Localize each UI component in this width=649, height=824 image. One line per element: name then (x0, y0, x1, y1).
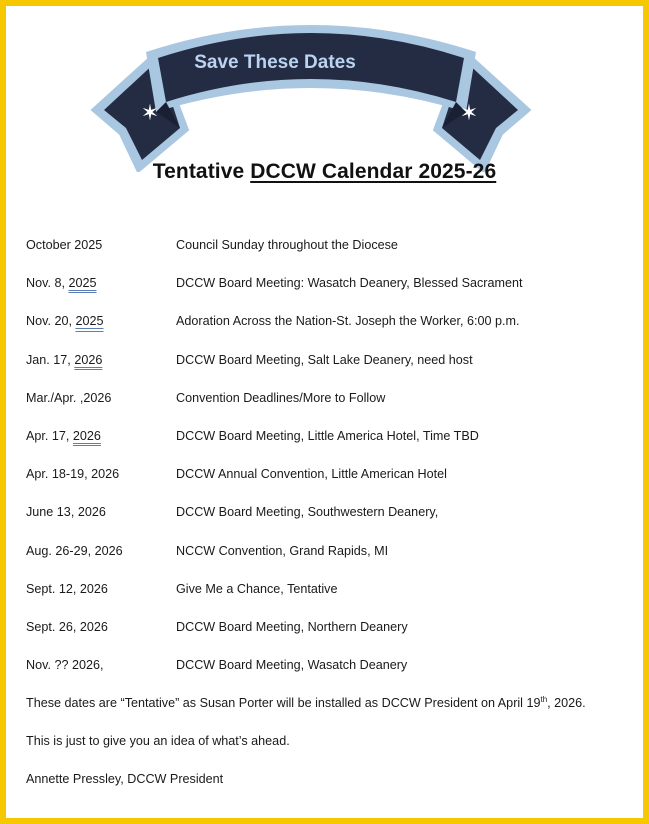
event-row (26, 619, 636, 657)
event-date: Apr. 18-19, 2026 (26, 467, 120, 482)
event-row (26, 581, 636, 619)
event-description: Give Me a Chance, Tentative (176, 581, 338, 596)
event-description: DCCW Board Meeting, Northern Deanery (176, 619, 408, 634)
event-date-year: 2026 (74, 352, 103, 367)
left-star-icon: ✶ (140, 101, 160, 126)
event-description: NCCW Convention, Grand Rapids, MI (176, 543, 389, 558)
event-date-year: 2025 (68, 276, 97, 291)
event-description: Convention Deadlines/More to Follow (176, 390, 386, 405)
event-date: Nov. ?? 2026, (26, 658, 104, 673)
event-description: DCCW Board Meeting, Little America Hotel, Time TBD (176, 428, 479, 443)
event-row (26, 428, 636, 466)
event-date: Sept. 12, 2026 (26, 581, 108, 596)
event-date-year: 2026 (72, 428, 101, 443)
event-row (26, 466, 636, 504)
event-row (26, 504, 636, 542)
title-lead: Tentative (152, 160, 251, 183)
event-description: DCCW Board Meeting, Southwestern Deanery, (176, 505, 439, 520)
event-row (26, 275, 636, 313)
event-list (26, 237, 636, 695)
event-date: Mar./Apr. ,2026 (26, 390, 112, 405)
event-description: DCCW Annual Convention, Little American Hotel (176, 467, 447, 482)
event-row (26, 352, 636, 390)
event-date-year: 2025 (75, 314, 104, 329)
page-title (6, 160, 643, 184)
event-date: Nov. 8, 2025 (26, 276, 97, 291)
event-description: Adoration Across the Nation-St. Joseph the Worker, 6:00 p.m. (176, 314, 520, 329)
event-date: Apr. 17, 2026 (26, 428, 101, 443)
event-description: DCCW Board Meeting, Salt Lake Deanery, need host (176, 352, 473, 367)
preview-note: This is just to give you an idea of what’s ahead. (26, 734, 290, 748)
event-date: Aug. 26-29, 2026 (26, 543, 123, 558)
event-row (26, 390, 636, 428)
title-underlined: DCCW Calendar 2025-26 (250, 160, 497, 183)
event-description: DCCW Board Meeting, Wasatch Deanery (176, 658, 408, 673)
event-date: October 2025 (26, 238, 103, 252)
event-description: Council Sunday throughout the Diocese (176, 238, 398, 252)
banner-text: Save These Dates (194, 52, 356, 73)
tentative-note: These dates are “Tentative” as Susan Porter will be installed as DCCW President on April 19th, 2026. (26, 695, 586, 710)
event-row (26, 313, 636, 351)
event-row (26, 657, 636, 695)
event-description: DCCW Board Meeting: Wasatch Deanery, Blessed Sacrament (176, 276, 523, 291)
save-these-dates-banner (88, 12, 534, 172)
event-date: Jan. 17, 2026 (26, 352, 103, 367)
right-star-icon: ✶ (459, 101, 479, 126)
event-row (26, 543, 636, 581)
signature: Annette Pressley, DCCW President (26, 772, 224, 786)
event-date: June 13, 2026 (26, 505, 106, 520)
event-date: Sept. 26, 2026 (26, 619, 108, 634)
event-date: Nov. 20, 2025 (26, 314, 104, 329)
event-row (26, 237, 636, 275)
